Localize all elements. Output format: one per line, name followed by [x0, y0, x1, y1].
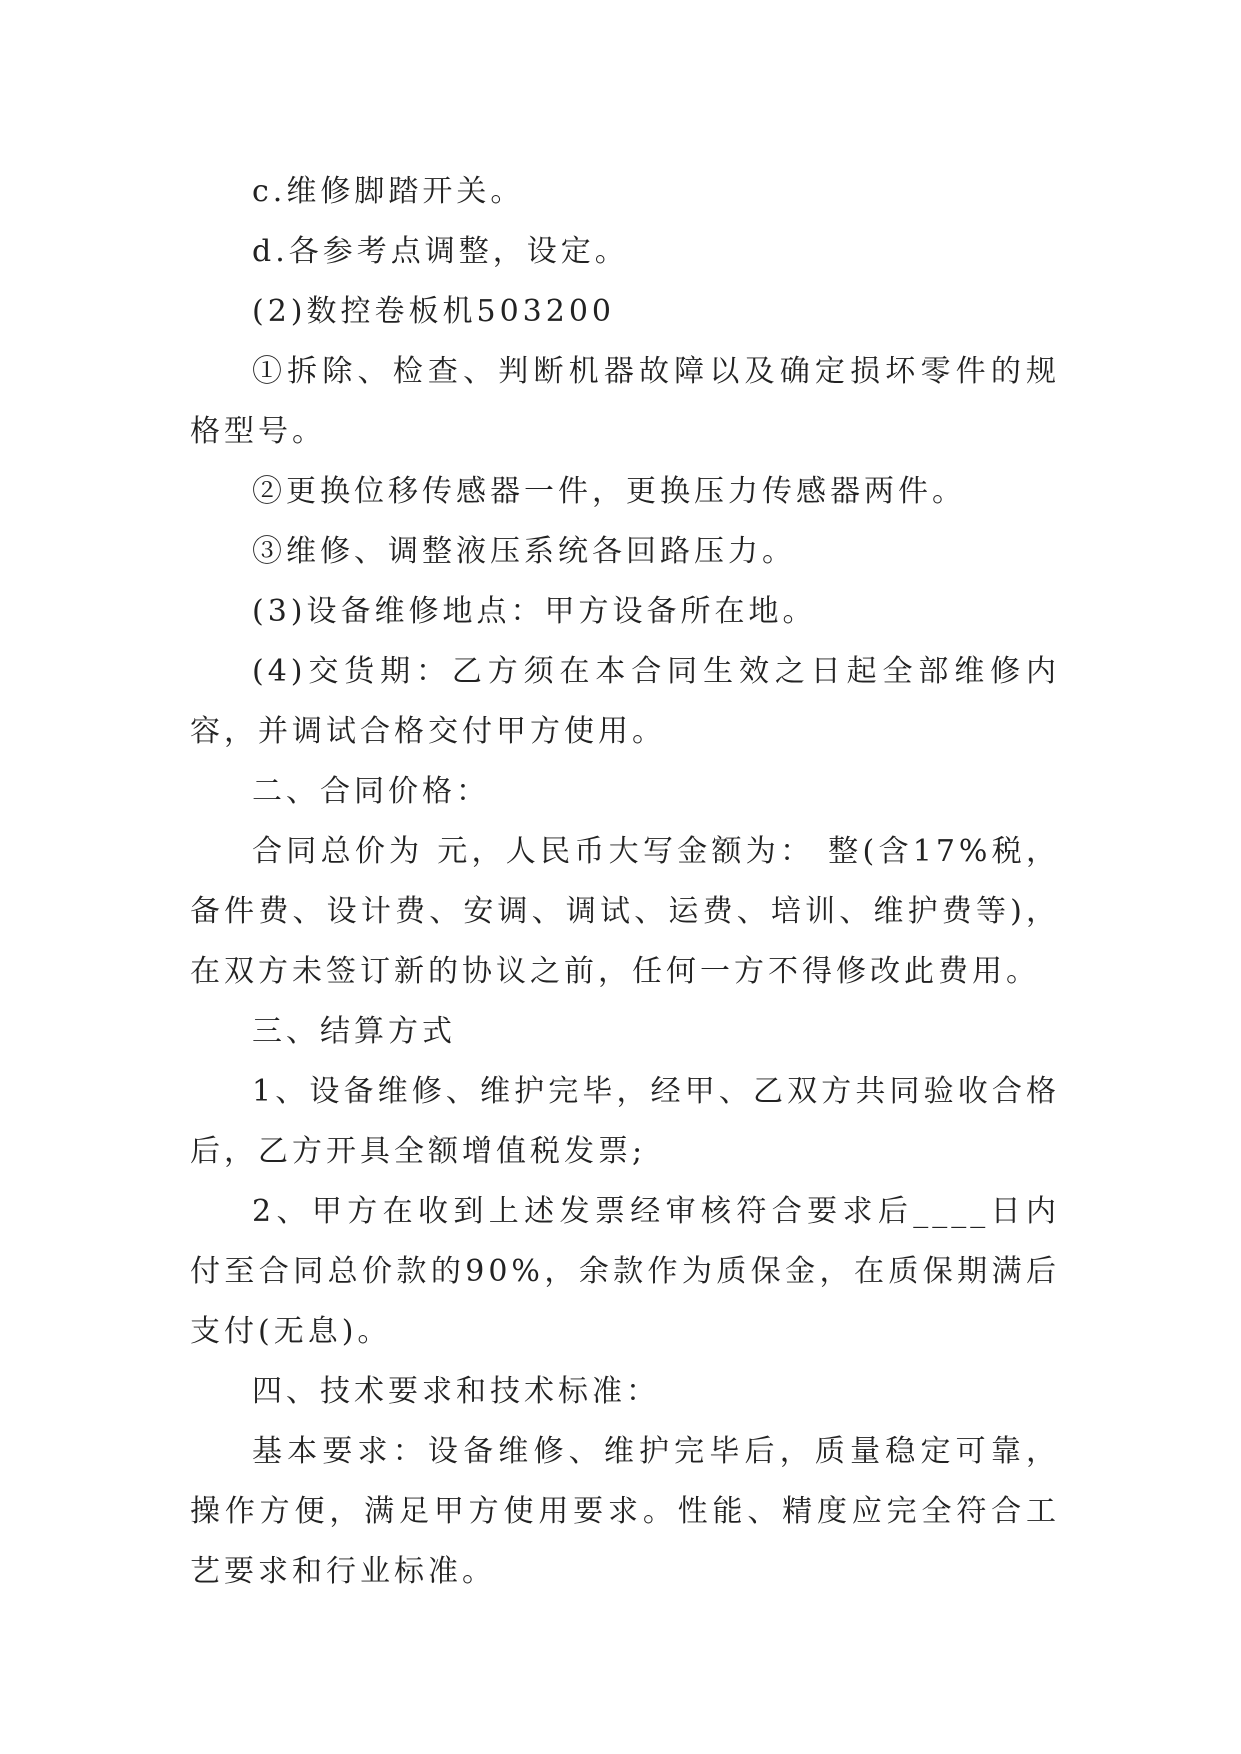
paragraph: d.各参考点调整，设定。 — [252, 234, 629, 269]
paragraph: (4)交货期：乙方须在本合同生效之日起全部维修内容，并调试合格交付甲方使用。 — [190, 654, 1060, 749]
paragraph: 1、设备维修、维护完毕，经甲、乙双方共同验收合格后，乙方开具全额增值税发票; — [190, 1074, 1060, 1169]
document-body — [190, 162, 1060, 1602]
paragraph: ③维修、调整液压系统各回路压力。 — [252, 534, 796, 569]
paragraph: 合同总价为 元，人民币大写金额为： 整(含17%税，备件费、设计费、安调、调试、运费、培训、维护费等)，在双方未签订新的协议之前，任何一方不得修改此费用。 — [190, 834, 1060, 989]
paragraph: (2)数控卷板机503200 — [252, 294, 616, 329]
paragraph: 2、甲方在收到上述发票经审核符合要求后____日内付至合同总价款的90%，余款作为质保金，在质保期满后支付(无息)。 — [190, 1194, 1060, 1349]
section-heading: 二、合同价格： — [252, 774, 490, 809]
paragraph: 基本要求：设备维修、维护完毕后，质量稳定可靠，操作方便，满足甲方使用要求。性能、精度应完全符合工艺要求和行业标准。 — [190, 1434, 1060, 1589]
paragraph: (3)设备维修地点：甲方设备所在地。 — [252, 594, 817, 629]
paragraph: ①拆除、检查、判断机器故障以及确定损坏零件的规格型号。 — [190, 354, 1060, 449]
paragraph: c.维修脚踏开关。 — [252, 174, 525, 209]
section-heading: 三、结算方式 — [252, 1014, 456, 1049]
paragraph: ②更换位移传感器一件，更换压力传感器两件。 — [252, 474, 966, 509]
section-heading: 四、技术要求和技术标准： — [252, 1374, 660, 1409]
